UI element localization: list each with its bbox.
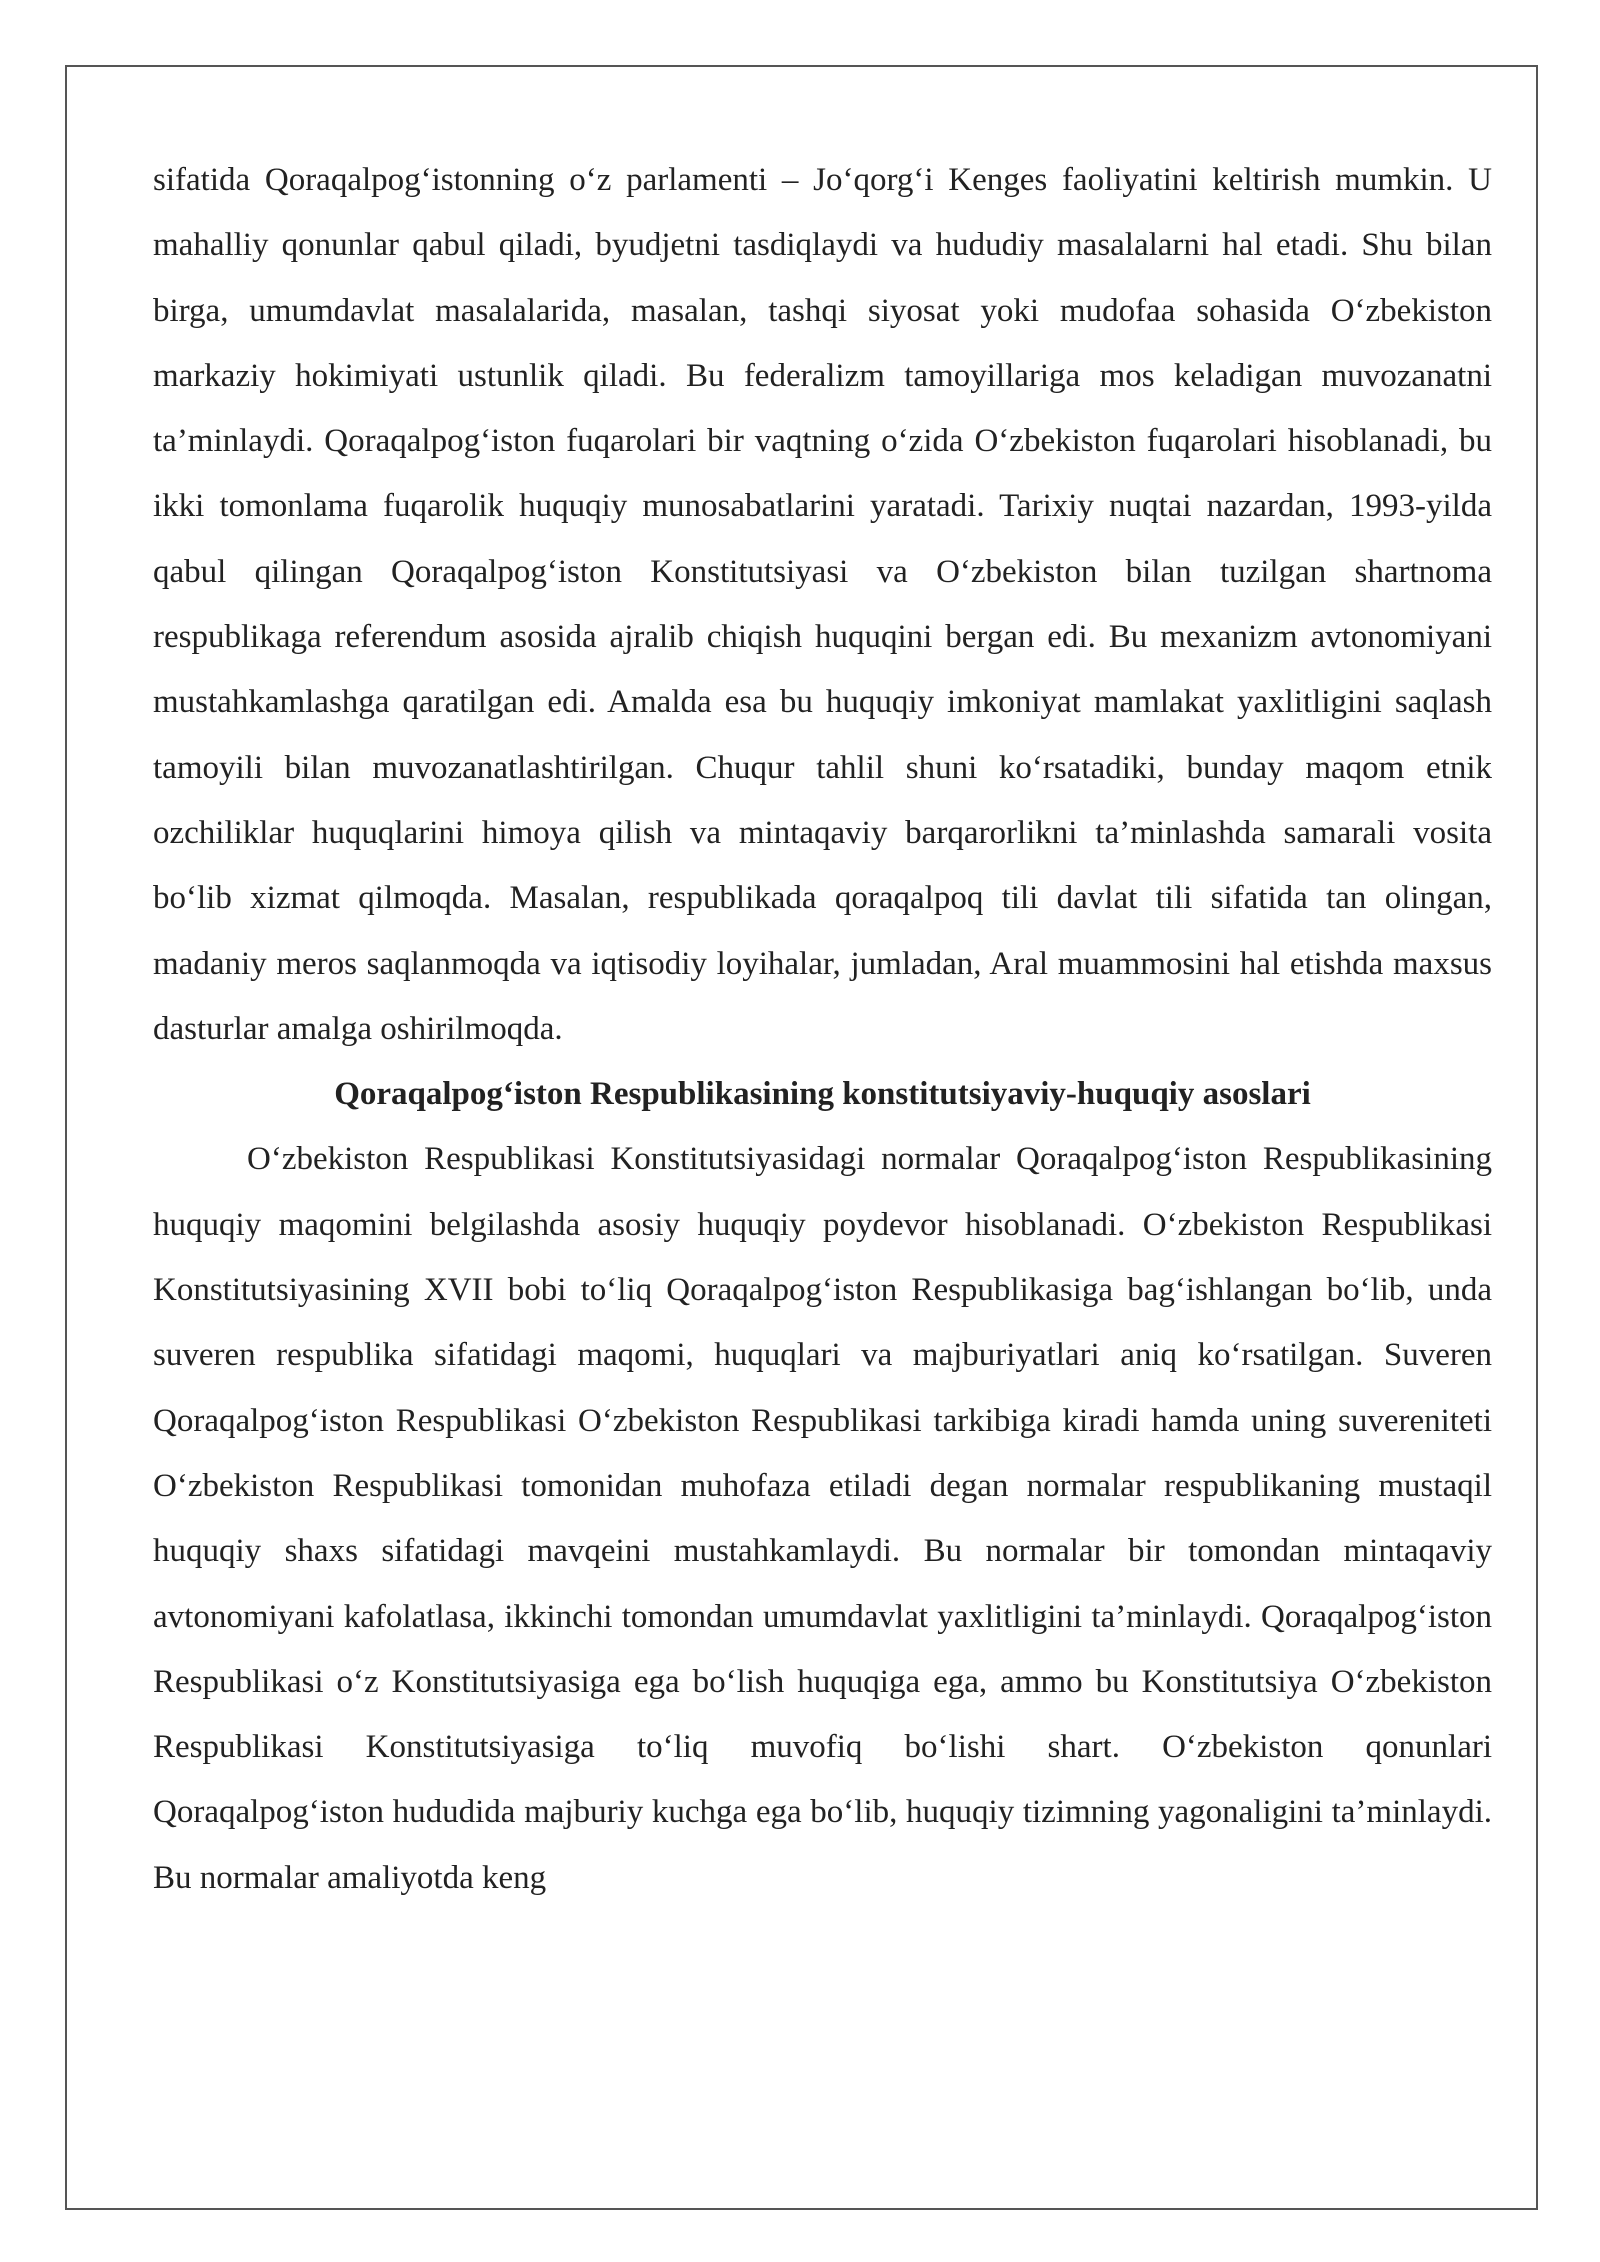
paragraph-continuation: sifatida Qoraqalpog‘istonning o‘z parlamenti – Jo‘qorg‘i Kenges faoliyatini keltirish mumkin. U mahalliy qonunlar qabul qiladi, byudjetni tasdiqlaydi va hududiy masalalarni hal etadi. Shu bilan birga, umumdavlat masalalarida, masalan, tashqi siyosat yoki mudofaa sohasida O‘zbekiston markaziy hokimiyati ustunlik qiladi. Bu federalizm tamoyillariga mos keladigan muvozanatni ta’minlaydi. Qoraqalpog‘iston fuqarolari bir vaqtning o‘zida O‘zbekiston fuqarolari hisoblanadi, bu ikki tomonlama fuqarolik huquqiy munosabatlarini yaratadi. Tarixiy nuqtai nazardan, 1993-yilda qabul qilingan Qoraqalpog‘iston Konstitutsiyasi va O‘zbekiston bilan tuzilgan shartnoma respublikaga referendum asosida ajralib chiqish huquqini bergan edi. Bu mexanizm avtonomiyani mustahkamlashga qaratilgan edi. Amalda esa bu huquqiy imkoniyat mamlakat yaxlitligini saqlash tamoyili bilan muvozanatlashtirilgan. Chuqur tahlil shuni ko‘rsatadiki, bunday maqom etnik ozchiliklar huquqlarini himoya qilish va mintaqaviy barqarorlikni ta’minlashda samarali vosita bo‘lib xizmat qilmoqda. Masalan, respublikada qoraqalpoq tili davlat tili sifatida tan olingan, madaniy meros saqlanmoqda va iqtisodiy loyihalar, jumladan, Aral muammosini hal etishda maxsus dasturlar amalga oshirilmoqda. (153, 162, 1492, 1047)
section-heading: Qoraqalpog‘iston Respublikasining konstitutsiyaviy-huquqiy asoslari (334, 1076, 1311, 1113)
document-body (153, 148, 1492, 1911)
paragraph-body: O‘zbekiston Respublikasi Konstitutsiyasidagi normalar Qoraqalpog‘iston Respublikasining huquqiy maqomini belgilashda asosiy huquqiy poydevor hisoblanadi. O‘zbekiston Respublikasi Konstitutsiyasining XVII bobi to‘liq Qoraqalpog‘iston Respublikasiga bag‘ishlangan bo‘lib, unda suveren respublika sifatidagi maqomi, huquqlari va majburiyatlari aniq ko‘rsatilgan. Suveren Qoraqalpog‘iston Respublikasi O‘zbekiston Respublikasi tarkibiga kiradi hamda uning suvereniteti O‘zbekiston Respublikasi tomonidan muhofaza etiladi degan normalar respublikaning mustaqil huquqiy shaxs sifatidagi mavqeini mustahkamlaydi. Bu normalar bir tomondan mintaqaviy avtonomiyani kafolatlasa, ikkinchi tomondan umumdavlat yaxlitligini ta’minlaydi. Qoraqalpog‘iston Respublikasi o‘z Konstitutsiyasiga ega bo‘lish huquqiga ega, ammo bu Konstitutsiya O‘zbekiston Respublikasi Konstitutsiyasiga to‘liq muvofiq bo‘lishi shart. O‘zbekiston qonunlari Qoraqalpog‘iston hududida majburiy kuchga ega bo‘lib, huquqiy tizimning yagonaligini ta’minlaydi. Bu normalar amaliyotda keng (153, 1141, 1492, 1896)
